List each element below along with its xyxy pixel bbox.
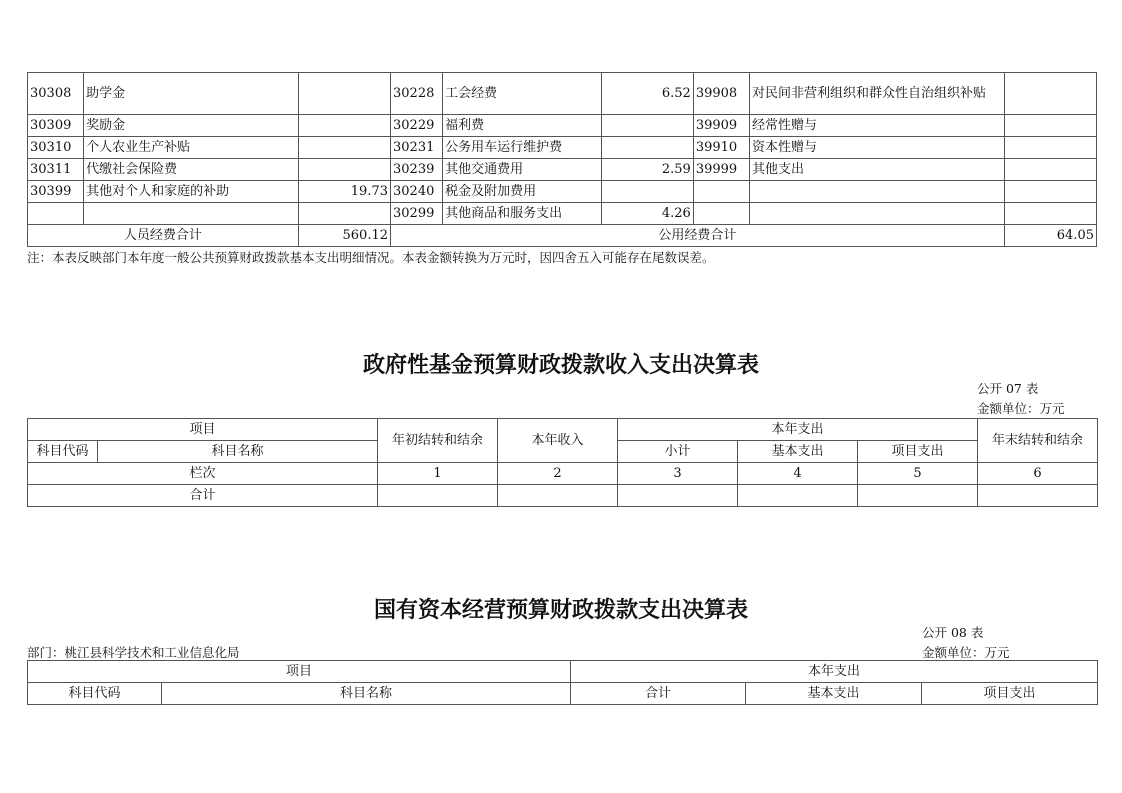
- fund-header-code: 科目代码: [28, 441, 98, 463]
- fund-header-proj: 项目支出: [858, 441, 978, 463]
- fund-col-num: 5: [858, 463, 978, 485]
- fund-col-num: 1: [378, 463, 498, 485]
- capital-table-title: 国有资本经营预算财政拨款支出决算表: [373, 597, 748, 623]
- department-label: 部门：桃江县科学技术和工业信息化局: [27, 645, 240, 660]
- capital-header-row-1: [28, 661, 1098, 683]
- fund-header-project: 项目: [28, 419, 378, 441]
- other-name-cell: 资本性赠与: [749, 137, 1004, 159]
- personnel-name-cell: 个人农业生产补贴: [84, 137, 299, 159]
- personnel-amount-cell: [298, 159, 390, 181]
- other-code-cell: 39909: [693, 115, 749, 137]
- basic-expense-detail-table: [27, 72, 1097, 247]
- other-amount-cell: [1004, 159, 1096, 181]
- public-total-value: 64.05: [1004, 225, 1096, 247]
- public-code-cell: 30299: [391, 203, 443, 225]
- other-code-cell: 39908: [693, 73, 749, 115]
- other-amount-cell: [1004, 115, 1096, 137]
- table-note: 注：本表反映部门本年度一般公共预算财政拨款基本支出明细情况。本表金额转换为万元时，因四舍五入可能存在尾数误差。: [27, 250, 715, 265]
- public-code-cell: 30231: [391, 137, 443, 159]
- capital-header-project: 项目: [28, 661, 571, 683]
- personnel-amount-cell: [298, 203, 390, 225]
- personnel-code-cell: 30399: [28, 181, 84, 203]
- capital-header-expense: 本年支出: [571, 661, 1098, 683]
- table-row: [28, 115, 1097, 137]
- public-amount-cell: [601, 181, 693, 203]
- fund-total-cell: [738, 485, 858, 507]
- fund-col-num: 3: [618, 463, 738, 485]
- other-amount-cell: [1004, 181, 1096, 203]
- public-amount-cell: 2.59: [601, 159, 693, 181]
- personnel-name-cell: 代缴社会保险费: [84, 159, 299, 181]
- personnel-total-value: 560.12: [298, 225, 390, 247]
- public-code-cell: 30239: [391, 159, 443, 181]
- fund-total-cell: [858, 485, 978, 507]
- capital-header-row-2: [28, 683, 1098, 705]
- fund-total-cell: [378, 485, 498, 507]
- fund-total-cell: [978, 485, 1098, 507]
- personnel-code-cell: 30310: [28, 137, 84, 159]
- fund-header-begin-balance: 年初结转和结余: [378, 419, 498, 463]
- fund-total-label: 合计: [28, 485, 378, 507]
- state-capital-table: [27, 660, 1098, 705]
- fund-col-num: 4: [738, 463, 858, 485]
- other-name-cell: 经常性赠与: [749, 115, 1004, 137]
- capital-header-name: 科目名称: [162, 683, 571, 705]
- fund-total-cell: [498, 485, 618, 507]
- table-row: [28, 137, 1097, 159]
- personnel-code-cell: 30308: [28, 73, 84, 115]
- personnel-name-cell: 其他对个人和家庭的补助: [84, 181, 299, 203]
- other-name-cell: 其他支出: [749, 159, 1004, 181]
- capital-form-number: 公开 08 表: [922, 625, 984, 640]
- personnel-name-cell: [84, 203, 299, 225]
- personnel-name-cell: 奖励金: [84, 115, 299, 137]
- other-name-cell: [749, 181, 1004, 203]
- capital-header-basic: 基本支出: [746, 683, 922, 705]
- personnel-total-label: 人员经费合计: [28, 225, 299, 247]
- fund-total-cell: [618, 485, 738, 507]
- personnel-amount-cell: [298, 73, 390, 115]
- fund-unit-label: 金额单位：万元: [977, 401, 1065, 416]
- other-amount-cell: [1004, 137, 1096, 159]
- personnel-amount-cell: [298, 115, 390, 137]
- fund-col-num: 2: [498, 463, 618, 485]
- gov-fund-table: [27, 418, 1098, 507]
- capital-header-proj: 项目支出: [922, 683, 1098, 705]
- personnel-code-cell: 30309: [28, 115, 84, 137]
- personnel-name-cell: 助学金: [84, 73, 299, 115]
- fund-header-row-1: [28, 419, 1098, 441]
- personnel-code-cell: 30311: [28, 159, 84, 181]
- public-code-cell: 30240: [391, 181, 443, 203]
- other-code-cell: 39999: [693, 159, 749, 181]
- personnel-amount-cell: [298, 137, 390, 159]
- other-code-cell: 39910: [693, 137, 749, 159]
- public-amount-cell: 6.52: [601, 73, 693, 115]
- public-amount-cell: [601, 115, 693, 137]
- personnel-amount-cell: 19.73: [298, 181, 390, 203]
- capital-header-code: 科目代码: [28, 683, 162, 705]
- personnel-code-cell: [28, 203, 84, 225]
- public-code-cell: 30229: [391, 115, 443, 137]
- fund-header-subtotal: 小计: [618, 441, 738, 463]
- totals-row: [28, 225, 1097, 247]
- public-total-label: 公用经费合计: [391, 225, 1005, 247]
- capital-unit-label: 金额单位：万元: [922, 645, 1010, 660]
- fund-lanci-label: 栏次: [28, 463, 378, 485]
- detail-table-body: [28, 73, 1097, 225]
- fund-header-name: 科目名称: [98, 441, 378, 463]
- fund-table-title: 政府性基金预算财政拨款收入支出决算表: [362, 352, 759, 378]
- fund-form-number: 公开 07 表: [977, 381, 1039, 396]
- table-row: [28, 159, 1097, 181]
- public-name-cell: 福利费: [443, 115, 601, 137]
- capital-header-total: 合计: [571, 683, 746, 705]
- public-name-cell: 其他交通费用: [443, 159, 601, 181]
- public-name-cell: 工会经费: [443, 73, 601, 115]
- other-amount-cell: [1004, 203, 1096, 225]
- public-amount-cell: 4.26: [601, 203, 693, 225]
- public-name-cell: 税金及附加费用: [443, 181, 601, 203]
- table-row: [28, 181, 1097, 203]
- fund-header-income: 本年收入: [498, 419, 618, 463]
- table-row: [28, 73, 1097, 115]
- fund-col-num: 6: [978, 463, 1098, 485]
- other-code-cell: [693, 203, 749, 225]
- other-code-cell: [693, 181, 749, 203]
- table-row: [28, 203, 1097, 225]
- other-name-cell: 对民间非营利组织和群众性自治组织补贴: [749, 73, 1004, 115]
- fund-total-row: [28, 485, 1098, 507]
- fund-header-end-balance: 年末结转和结余: [978, 419, 1098, 463]
- public-name-cell: 公务用车运行维护费: [443, 137, 601, 159]
- other-name-cell: [749, 203, 1004, 225]
- other-amount-cell: [1004, 73, 1096, 115]
- public-code-cell: 30228: [391, 73, 443, 115]
- public-amount-cell: [601, 137, 693, 159]
- fund-header-expense: 本年支出: [618, 419, 978, 441]
- public-name-cell: 其他商品和服务支出: [443, 203, 601, 225]
- fund-column-number-row: [28, 463, 1098, 485]
- fund-header-basic: 基本支出: [738, 441, 858, 463]
